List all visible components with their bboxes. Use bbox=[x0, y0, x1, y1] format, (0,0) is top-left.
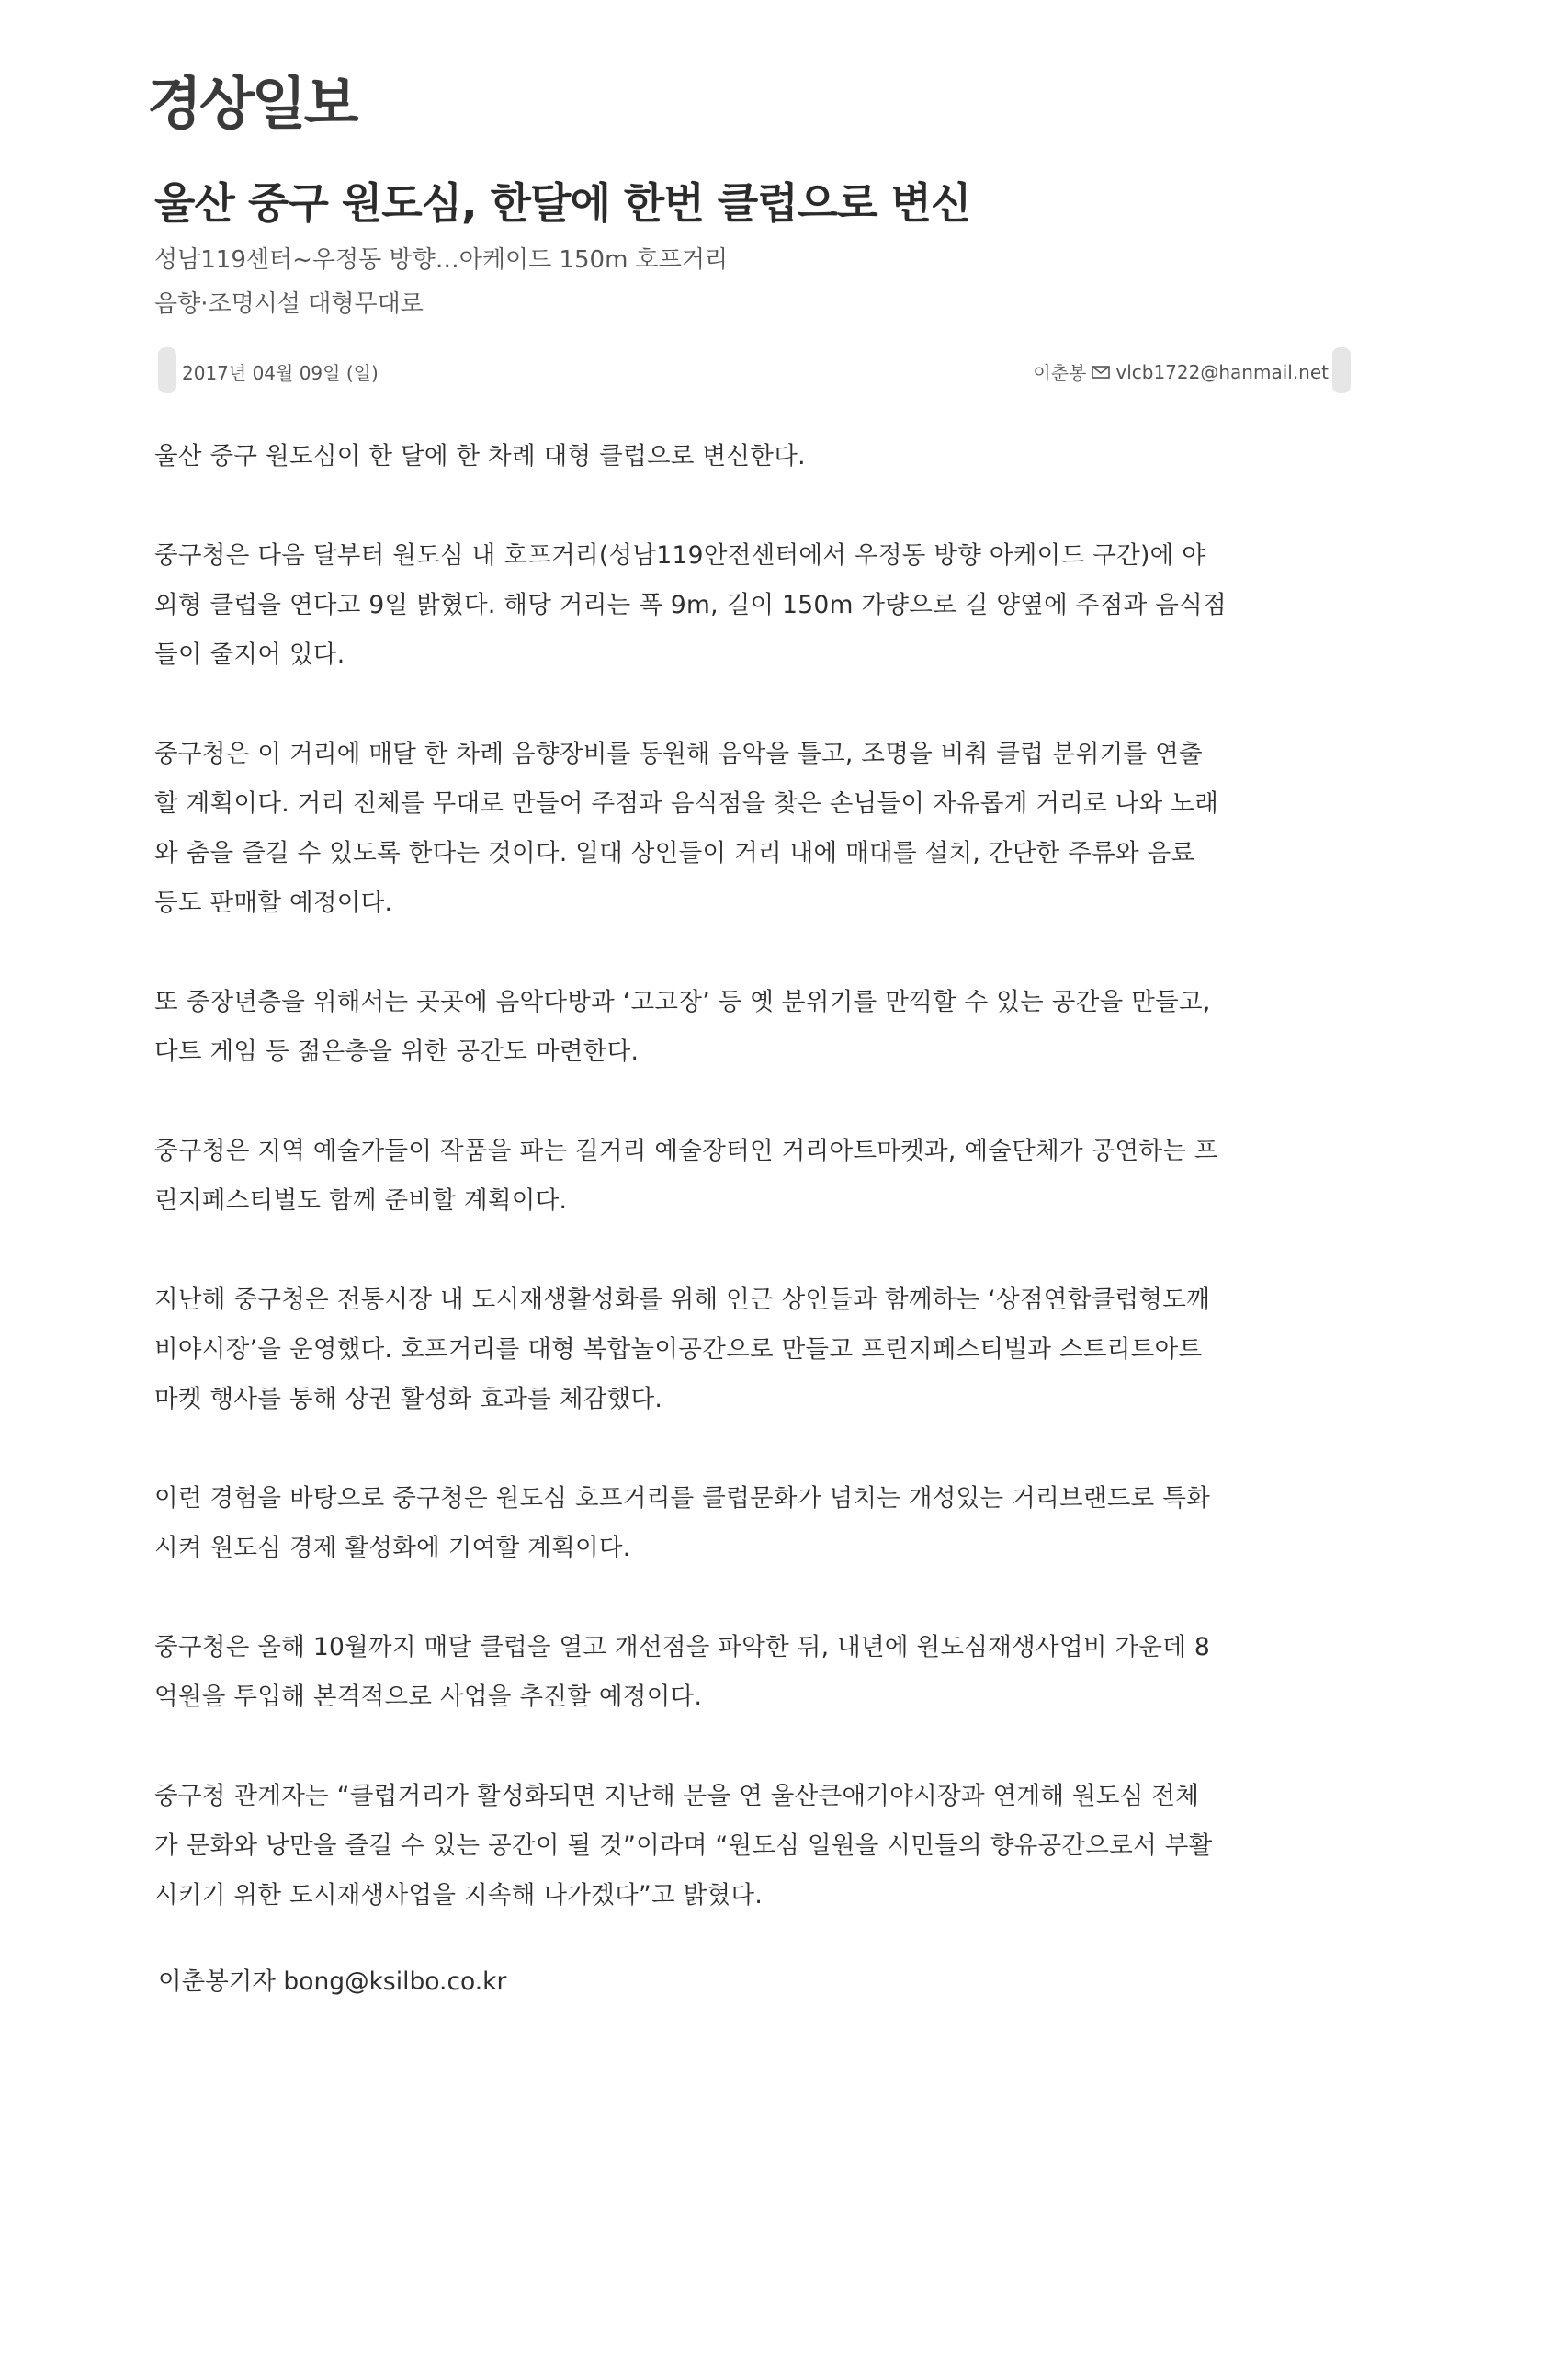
author-info bbox=[1033, 358, 1329, 385]
article-subheadline-1: 성남119센터~우정동 방향…아케이드 150m 호프거리 bbox=[154, 246, 729, 274]
article-paragraph bbox=[154, 1623, 1358, 1722]
paragraph-line: 시키기 위한 도시재생사업을 지속해 나가겠다”고 밝혔다. bbox=[154, 1881, 764, 1910]
article-paragraph bbox=[154, 531, 1358, 680]
meta-bar-left-cap bbox=[158, 347, 176, 393]
article-headline: 울산 중구 원도심, 한달에 한번 클럽으로 변신 bbox=[154, 178, 971, 228]
article-paragraph bbox=[154, 1127, 1358, 1226]
article-paragraph bbox=[154, 1275, 1358, 1424]
paragraph-line: 중구청은 이 거리에 매달 한 차례 음향장비를 동원해 음악을 틀고, 조명을 비춰 클럽 분위기를 연출 bbox=[154, 740, 1203, 768]
paragraph-line: 지난해 중구청은 전통시장 내 도시재생활성화를 위해 인근 상인들과 함께하는 ‘상점연합클럽형도깨 bbox=[154, 1286, 1211, 1314]
paragraph-line: 등도 판매할 예정이다. bbox=[154, 889, 393, 917]
paragraph-line: 이런 경험을 바탕으로 중구청은 원도심 호프거리를 클럽문화가 넘치는 개성있는 거리브랜드로 특화 bbox=[154, 1484, 1211, 1513]
article-paragraph bbox=[154, 432, 1358, 482]
author-name: 이춘봉 bbox=[1033, 362, 1087, 384]
paragraph-line: 마켓 행사를 통해 상권 활성화 효과를 체감했다. bbox=[154, 1385, 663, 1413]
article-paragraph bbox=[154, 730, 1358, 928]
paragraph-line: 들이 줄지어 있다. bbox=[154, 640, 345, 669]
paragraph-line: 시켜 원도심 경제 활성화에 기여할 계획이다. bbox=[154, 1534, 631, 1562]
author-email[interactable]: vlcb1722@hanmail.net bbox=[1115, 360, 1329, 383]
paragraph-line: 중구청은 지역 예술가들이 작품을 파는 길거리 예술장터인 거리아트마켓과, 예술단체가 공연하는 프 bbox=[154, 1137, 1218, 1165]
paragraph-line: 비야시장’을 운영했다. 호프거리를 대형 복합놀이공간으로 만들고 프린지페스티벌과 스트리트아트 bbox=[154, 1335, 1203, 1364]
paragraph-line: 외형 클럽을 연다고 9일 밝혔다. 해당 거리는 폭 9m, 길이 150m 가량으로 길 양옆에 주점과 음식점 bbox=[154, 591, 1227, 619]
paragraph-line: 울산 중구 원도심이 한 달에 한 차례 대형 클럽으로 변신한다. bbox=[154, 442, 806, 470]
paragraph-line: 가 문화와 낭만을 즐길 수 있는 공간이 될 것”이라며 “원도심 일원을 시민들의 향유공간으로서 부활 bbox=[154, 1831, 1213, 1860]
article-subheadline-2: 음향·조명시설 대형무대로 bbox=[154, 290, 424, 318]
article-paragraph bbox=[154, 978, 1358, 1077]
newspaper-logo: 경상일보 bbox=[147, 70, 357, 137]
paragraph-line: 중구청 관계자는 “클럽거리가 활성화되면 지난해 문을 연 울산큰애기야시장과 연계해 원도심 전체 bbox=[154, 1782, 1200, 1810]
mail-icon[interactable] bbox=[1092, 366, 1110, 379]
paragraph-line: 또 중장년층을 위해서는 곳곳에 음악다방과 ‘고고장’ 등 옛 분위기를 만끽할 수 있는 공간을 만들고, bbox=[154, 988, 1211, 1016]
paragraph-line: 억원을 투입해 본격적으로 사업을 추진할 예정이다. bbox=[154, 1683, 703, 1711]
paragraph-line: 린지페스티벌도 함께 준비할 계획이다. bbox=[154, 1186, 568, 1215]
paragraph-line: 중구청은 다음 달부터 원도심 내 호프거리(성남119안전센터에서 우정동 방향 아케이드 구간)에 야 bbox=[154, 541, 1206, 570]
article-paragraph bbox=[154, 1474, 1358, 1573]
paragraph-line: 와 춤을 즐길 수 있도록 한다는 것이다. 일대 상인들이 거리 내에 매대를 설치, 간단한 주류와 음료 bbox=[154, 839, 1195, 867]
article-paragraph bbox=[154, 1772, 1358, 1921]
paragraph-line: 중구청은 올해 10월까지 매달 클럽을 열고 개선점을 파악한 뒤, 내년에 원도심재생사업비 가운데 8 bbox=[154, 1633, 1211, 1661]
publish-date: 2017년 04월 09일 (일) bbox=[182, 362, 379, 384]
article-meta-bar bbox=[158, 347, 1351, 393]
article-body bbox=[154, 432, 1358, 1970]
meta-bar-right-cap bbox=[1332, 347, 1351, 393]
paragraph-line: 다트 게임 등 젊은층을 위한 공간도 마련한다. bbox=[154, 1037, 640, 1066]
reporter-byline: 이춘봉기자 bong@ksilbo.co.kr bbox=[158, 1967, 507, 1996]
paragraph-line: 할 계획이다. 거리 전체를 무대로 만들어 주점과 음식점을 찾은 손님들이 자유롭게 거리로 나와 노래 bbox=[154, 789, 1219, 818]
